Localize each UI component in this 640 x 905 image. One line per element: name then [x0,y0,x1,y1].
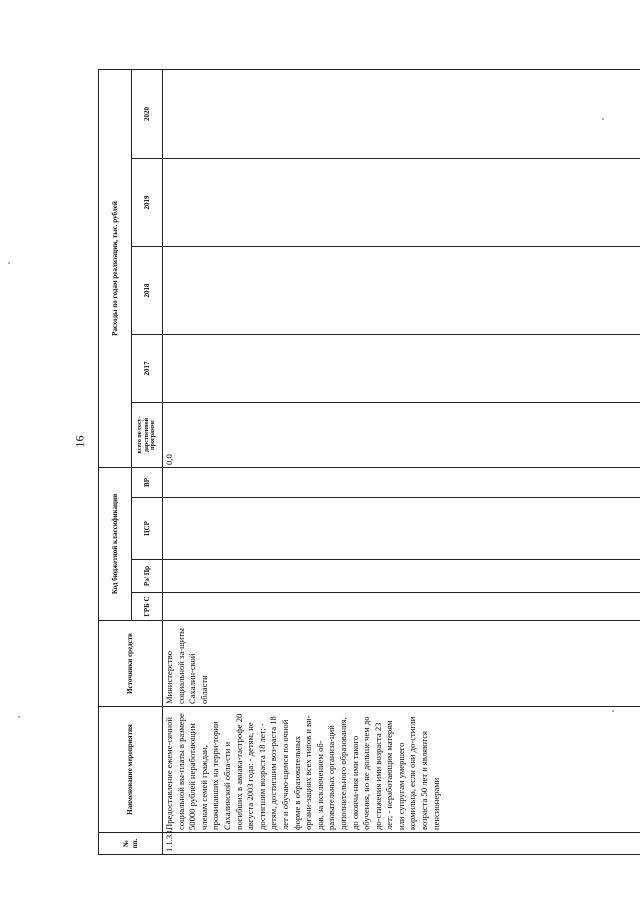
scan-speck [18,716,20,718]
header-rz-pr: Рз/ Пр [132,560,163,593]
table-row [163,69,640,854]
header-2017: 2017 [132,334,163,402]
cell-vr [163,467,640,497]
cell-num: 1.1.33. [163,833,640,855]
header-expenses: Расходы по годам реализации, тыс. рублей [99,69,132,467]
program-table [98,69,640,855]
header-sources: Источники средств [99,621,163,707]
header-2019: 2019 [132,158,163,246]
page-number: 16 [72,435,87,448]
cell-2017 [163,334,640,402]
cell-source: Министерство социальной за-щиты Сахалин-ской области [163,621,640,707]
header-budget-code: Код бюджетной классификации [99,467,132,620]
header-grbs: ГРБ С [132,593,163,621]
cell-name: Предоставление ежеме-сячной социальной вы-платы в размере 50000 рублей неработающим членам семей граждан, проживавших на терри-тории Сахалинской обла-сти и погибших в авиака-тастрофе 20 августа 2003 года: - детям, не достигшим возраста 18 лет; - детям, достигшим воз-раста 18 лет и обучаю-щимся по очной форме в образовательных органи-зациях всех типов и ви-дов, за исключением об-разовательных организа-ций дополнительного образования, до оконча-ния ими такого обучения, но не дольше чем до до-стижения ими возраста 23 лет; - неработающим матерям или супругам умершего кормильца, если они до-стигли возраста 50 лет и являются пенсионерами [163,707,640,833]
header-csr: ЦСР [132,498,163,560]
cell-total: 0,0 [163,402,640,467]
cell-grbs [163,593,640,621]
header-2018: 2018 [132,246,163,334]
header-vr: ВР [132,467,163,497]
header-total: всего по госу-дарственной программе [132,402,163,467]
header-2020: 2020 [132,69,163,158]
scan-speck [602,118,604,120]
cell-rz-pr [163,560,640,593]
scan-speck [8,262,10,264]
header-name: Наименование мероприятия [99,707,163,833]
header-num: № пп. [99,833,163,855]
rotated-table-sheet [98,70,640,855]
cell-2020 [163,69,640,158]
cell-csr [163,498,640,560]
cell-2019 [163,158,640,246]
scan-speck [612,710,614,712]
cell-2018 [163,246,640,334]
